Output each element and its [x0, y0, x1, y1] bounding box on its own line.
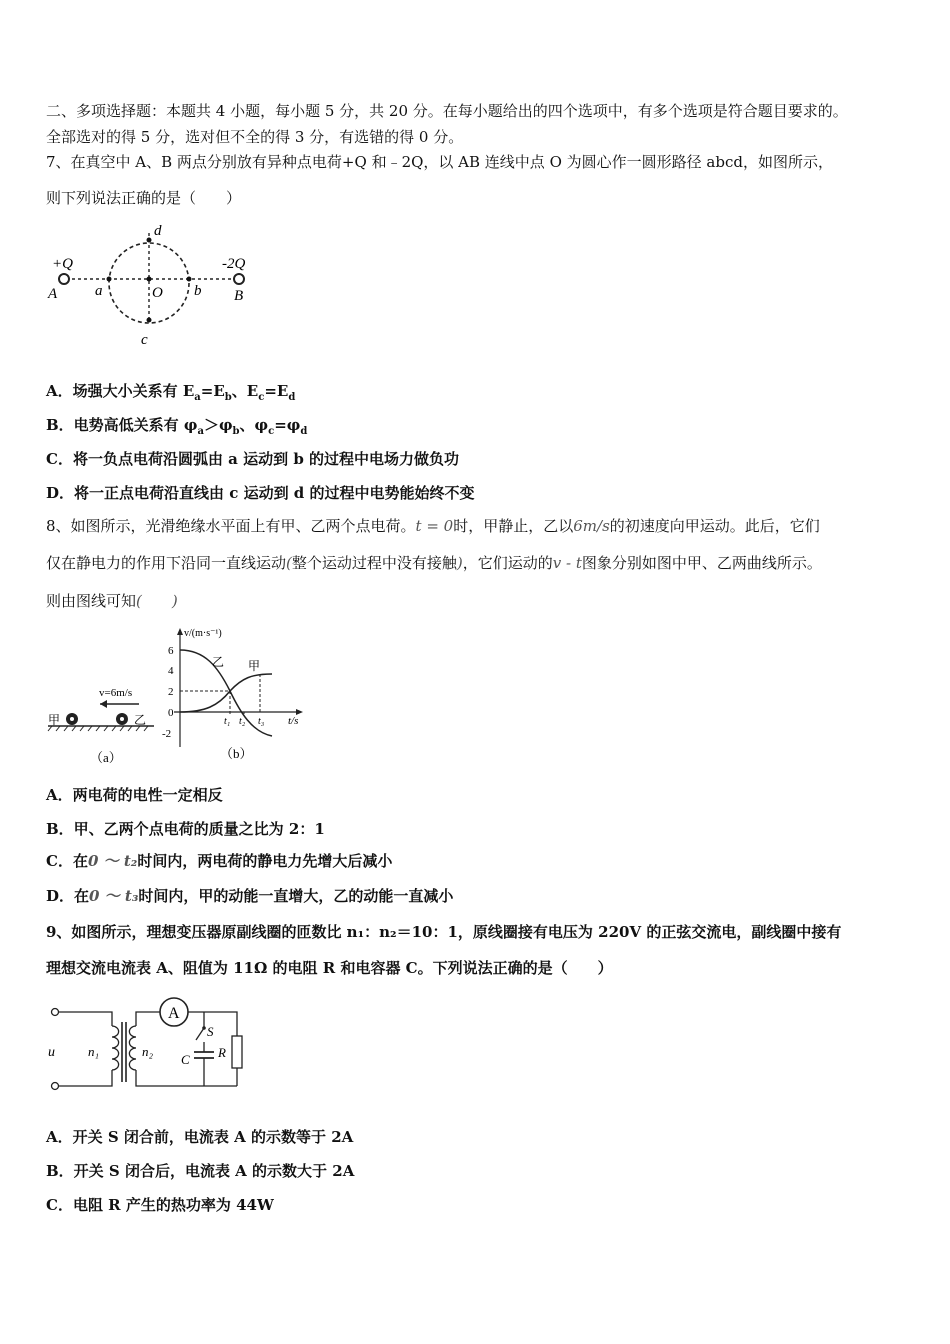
q7-label-b: b: [194, 283, 202, 299]
q8b-ytick-minus2: -2: [162, 728, 172, 740]
q9-label-n1: n₁: [88, 1044, 100, 1059]
q8-figure-b: [160, 622, 310, 776]
q8-option-A: A．两电荷的电性一定相反: [46, 786, 223, 804]
q8a-label-yi: 乙: [134, 713, 147, 727]
q8-option-C: C．在0 ～ t₂时间内，两电荷的静电力先增大后减小: [46, 852, 393, 870]
q9-label-C: C: [181, 1052, 190, 1067]
q9-figure: [44, 994, 254, 1102]
q7-point-b: [187, 277, 192, 282]
q9-option-B: B．开关 S 闭合后，电流表 A 的示数大于 2A: [46, 1162, 355, 1180]
q7-option-B: B．电势高低关系有 $\varphi_a>\varphi_b$、$\varphi_c=\varphi_d$: [46, 416, 308, 437]
q8b-ytick-2: 2: [168, 686, 174, 698]
q7-stem-line-1: 7、在真空中 A、B 两点分别放有异种点电荷+Q 和﹣2Q，以 AB 连线中点 O 为圆心作一圆形路径 abcd，如图所示，: [46, 153, 833, 171]
q8b-t1: t₁: [224, 716, 231, 727]
q8a-arrow-head: [100, 700, 107, 708]
q9-label-A: A: [168, 1005, 180, 1022]
q7-charge-B: [234, 274, 244, 284]
q9-label-n2: n₂: [142, 1044, 154, 1059]
q8a-caption: （a）: [90, 750, 122, 765]
q8-stem-line-1: 8、如图所示，光滑绝缘水平面上有甲、乙两个点电荷。t = 0时，甲静止，乙以6m/s的初速度向甲运动。此后，它们: [46, 517, 820, 535]
q8b-label-jia: 甲: [248, 659, 261, 673]
q8b-t2: t₂: [239, 716, 246, 727]
section-heading-line-1: 二、多项选择题：本题共 4 小题，每小题 5 分，共 20 分。在每小题给出的四个选项中，有多个选项是符合题目要求的。: [46, 102, 848, 120]
q9-option-A: A．开关 S 闭合前，电流表 A 的示数等于 2A: [46, 1128, 354, 1146]
q7-charge-A: [59, 274, 69, 284]
q7-option-D: D．将一正点电荷沿直线由 c 运动到 d 的过程中电势能始终不变: [46, 484, 475, 502]
q8b-curve-jia: [180, 674, 272, 712]
q9-terminal-bottom: [52, 1083, 59, 1090]
q9-secondary-wire-bottom: [136, 1070, 237, 1086]
q8-option-D: D．在0 ～ t₃时间内，甲的动能一直增大，乙的动能一直减小: [46, 887, 454, 905]
q8b-ytick-4: 4: [168, 665, 174, 677]
q9-primary-wire-top: [58, 1012, 112, 1026]
q9-secondary-coil: [129, 1026, 136, 1070]
q7-stem-line-2: 则下列说法正确的是（ ）: [46, 189, 242, 207]
q7-label-A: A: [48, 286, 58, 302]
q8-stem-line-2: 仅在静电力的作用下沿同一直线运动(整个运动过程中没有接触)，它们运动的v - t图象分别如图中甲、乙两曲线所示。: [46, 554, 822, 572]
q7-label-minus2Q: -2Q: [222, 256, 246, 272]
q8-figure-a: [44, 622, 159, 776]
q7-point-O: [147, 277, 152, 282]
q7-label-a: a: [95, 283, 103, 299]
q8b-ytick-0: 0: [168, 707, 174, 719]
q7-label-B: B: [234, 288, 244, 304]
q7-point-c: [147, 318, 152, 323]
q9-label-u: u: [48, 1045, 55, 1060]
q9-stem-line-1: 9、如图所示，理想变压器原副线圈的匝数比 n₁：n₂＝10：1，原线圈接有电压为 220V 的正弦交流电，副线圈中接有: [46, 923, 842, 941]
q9-stem-line-2: 理想交流电流表 A、阻值为 11Ω 的电阻 R 和电容器 C。下列说法正确的是（ ）: [46, 959, 613, 977]
q8-option-B: B．甲、乙两个点电荷的质量之比为 2：1: [46, 820, 325, 838]
q9-resistor: [232, 1036, 242, 1068]
q8a-label-jia: 甲: [48, 713, 61, 727]
q7-label-O: O: [152, 285, 163, 301]
q8-stem-line-3: 则由图线可知( ): [46, 592, 178, 610]
q8b-label-yi: 乙: [212, 655, 225, 669]
q9-switch-S: [196, 1028, 204, 1040]
q7-label-plusQ: +Q: [52, 256, 73, 272]
q9-primary-coil: [112, 1026, 119, 1070]
q8b-caption: （b）: [220, 746, 253, 761]
q7-label-d: d: [154, 223, 162, 239]
q8b-t-label: t/s: [288, 715, 299, 727]
q9-label-S: S: [207, 1024, 214, 1039]
q8b-t3: t₃: [258, 716, 265, 727]
q9-terminal-top: [52, 1009, 59, 1016]
q9-label-R: R: [218, 1045, 226, 1060]
q8b-axis-label: v/(m·s⁻¹): [184, 628, 222, 639]
q7-option-A: A．场强大小关系有 $E_a=E_b$、$E_c=E_d$: [46, 382, 296, 403]
q9-option-C: C．电阻 R 产生的热功率为 44W: [46, 1196, 274, 1214]
q9-secondary-wire-top: [136, 1012, 160, 1026]
section-heading-line-2: 全部选对的得 5 分，选对但不全的得 3 分，有选错的得 0 分。: [46, 128, 464, 146]
q8a-velocity-label: v=6m/s: [99, 687, 133, 699]
q8b-ytick-6: 6: [168, 645, 174, 657]
q7-point-d: [147, 238, 152, 243]
q9-primary-wire-bottom: [58, 1070, 112, 1086]
q7-option-C: C．将一负点电荷沿圆弧由 a 运动到 b 的过程中电场力做负功: [46, 450, 460, 468]
q7-figure: [44, 218, 274, 354]
q7-point-a: [107, 277, 112, 282]
q7-label-c: c: [141, 332, 148, 348]
